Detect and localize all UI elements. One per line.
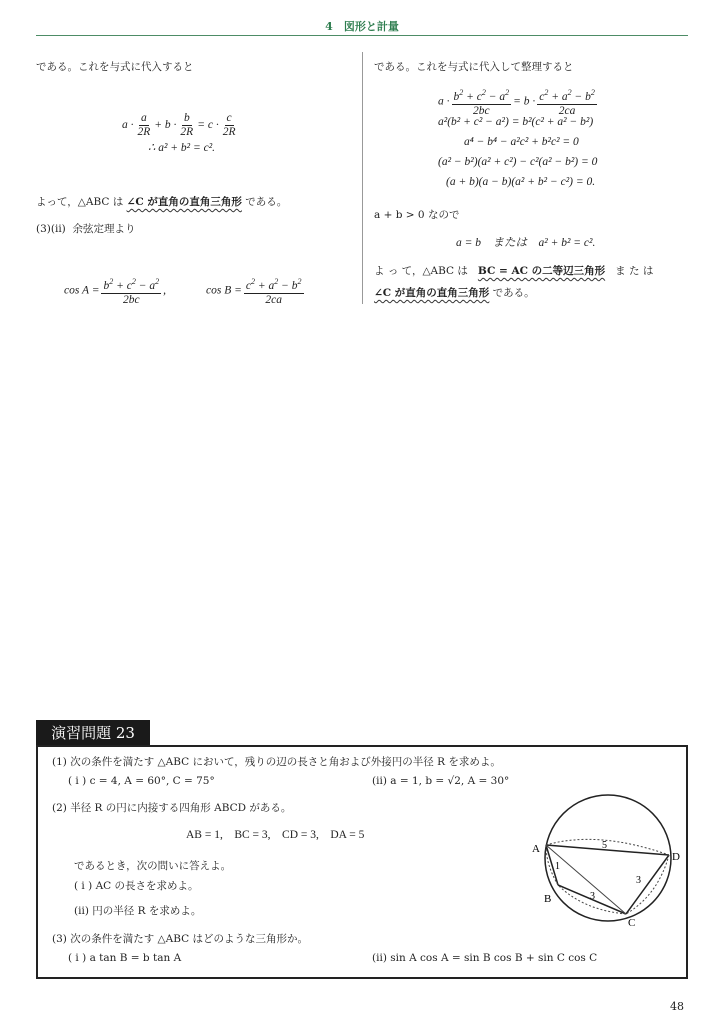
- question-3-i: ( i ) a tan B = b tan A: [68, 952, 182, 964]
- label-AD-length: 5: [602, 840, 607, 851]
- question-1: (1) 次の条件を満たす △ABC において，残りの辺の長さと角および外接円の半径 R を求めよ。: [52, 756, 501, 768]
- question-3: (3) 次の条件を満たす △ABC はどのような三角形か。: [52, 933, 308, 945]
- part-text: 余弦定理より: [72, 223, 136, 235]
- side-DC: [626, 855, 669, 914]
- question-2-values: AB = 1, BC = 3, CD = 3, DA = 5: [186, 829, 365, 841]
- question-1-ii: (ii) a = 1, b = √2, A = 30°: [372, 775, 510, 787]
- vertex-C-label: C: [628, 917, 636, 929]
- right-result: a = b または a² + b² = c².: [456, 237, 596, 249]
- side-AD: [546, 845, 669, 855]
- part-number: (3)(ii): [36, 223, 66, 235]
- right-conclusion-suffix: である。: [492, 287, 535, 299]
- right-eq5: (a + b)(a − b)(a² + b² − c²) = 0.: [446, 176, 596, 188]
- question-1-i: ( i ) c = 4, A = 60°, C = 75°: [68, 775, 215, 787]
- left-conclusion-suffix: である。: [245, 196, 288, 208]
- left-conclusion-prefix: よって，△ABC は: [36, 196, 124, 208]
- vertex-B-label: B: [544, 893, 552, 905]
- column-divider: [362, 52, 363, 304]
- right-conclusion-prefix: よ っ て，△ABC は: [374, 265, 468, 277]
- right-answer-right-triangle: ∠C が直角の直角三角形: [374, 287, 490, 299]
- cosB-formula: cos B = $\frac{c^2 + a^2 - b^2}{2ca}$: [206, 277, 302, 306]
- page-number: 48: [670, 1000, 684, 1013]
- question-3-ii: (ii) sin A cos A = sin B cos B + sin C cos C: [372, 952, 598, 964]
- right-condition: a + b > 0 なので: [374, 209, 460, 221]
- left-eq1: a · $\frac{a}{2R}$ + b · $\frac{b}{2R}$ = c · $\frac{c}{2R}$: [122, 112, 236, 138]
- vertex-D-label: D: [672, 851, 680, 863]
- right-eq1: a · $\frac{b^2 + c^2 - a^2}{2bc}$ = b · $\frac{c^2 + a^2 - b^2}{2ca}$: [438, 88, 595, 117]
- circumcircle: [545, 795, 671, 921]
- left-conclusion-answer: ∠C が直角の直角三角形: [126, 196, 242, 208]
- right-answer-isosceles: BC = AC の二等辺三角形: [477, 265, 606, 277]
- right-eq4: (a² − b²)(a² + c²) − c²(a² − b²) = 0: [438, 156, 598, 168]
- right-eq3: a⁴ − b⁴ − a²c² + b²c² = 0: [464, 136, 579, 148]
- vertex-A-label: A: [532, 843, 540, 855]
- inscribed-quadrilateral-figure: [528, 790, 688, 930]
- header-rule: [36, 35, 688, 36]
- right-intro: である。これを与式に代入して整理すると: [374, 61, 574, 73]
- left-intro: である。これを与式に代入すると: [36, 61, 194, 73]
- label-CD-length: 3: [636, 875, 641, 886]
- label-AB-length: 1: [555, 861, 560, 872]
- question-2: (2) 半径 R の円に内接する四角形 ABCD がある。: [52, 802, 292, 814]
- left-conclusion: [36, 195, 287, 210]
- right-conclusion-line2: [374, 286, 535, 301]
- left-part-label: [36, 222, 135, 237]
- question-2-prompt: であるとき，次の問いに答えよ。: [74, 860, 232, 872]
- right-eq2: a²(b² + c² − a²) = b²(c² + a² − b²): [438, 116, 594, 128]
- right-conclusion-line1: [374, 264, 653, 279]
- cosA-formula: cos A = $\frac{b^2 + c^2 - a^2}{2bc}$ ,: [64, 277, 166, 306]
- exercise-title: 演習問題 23: [36, 720, 150, 746]
- right-conclusion-or: ま た は: [615, 265, 654, 277]
- chapter-header: 4 図形と計量: [325, 20, 399, 33]
- label-BC-length: 3: [590, 891, 595, 902]
- left-eq2: ∴ a² + b² = c².: [148, 142, 216, 154]
- question-2-i: ( i ) AC の長さを求めよ。: [74, 880, 199, 892]
- question-2-ii: (ii) 円の半径 R を求めよ。: [74, 905, 202, 917]
